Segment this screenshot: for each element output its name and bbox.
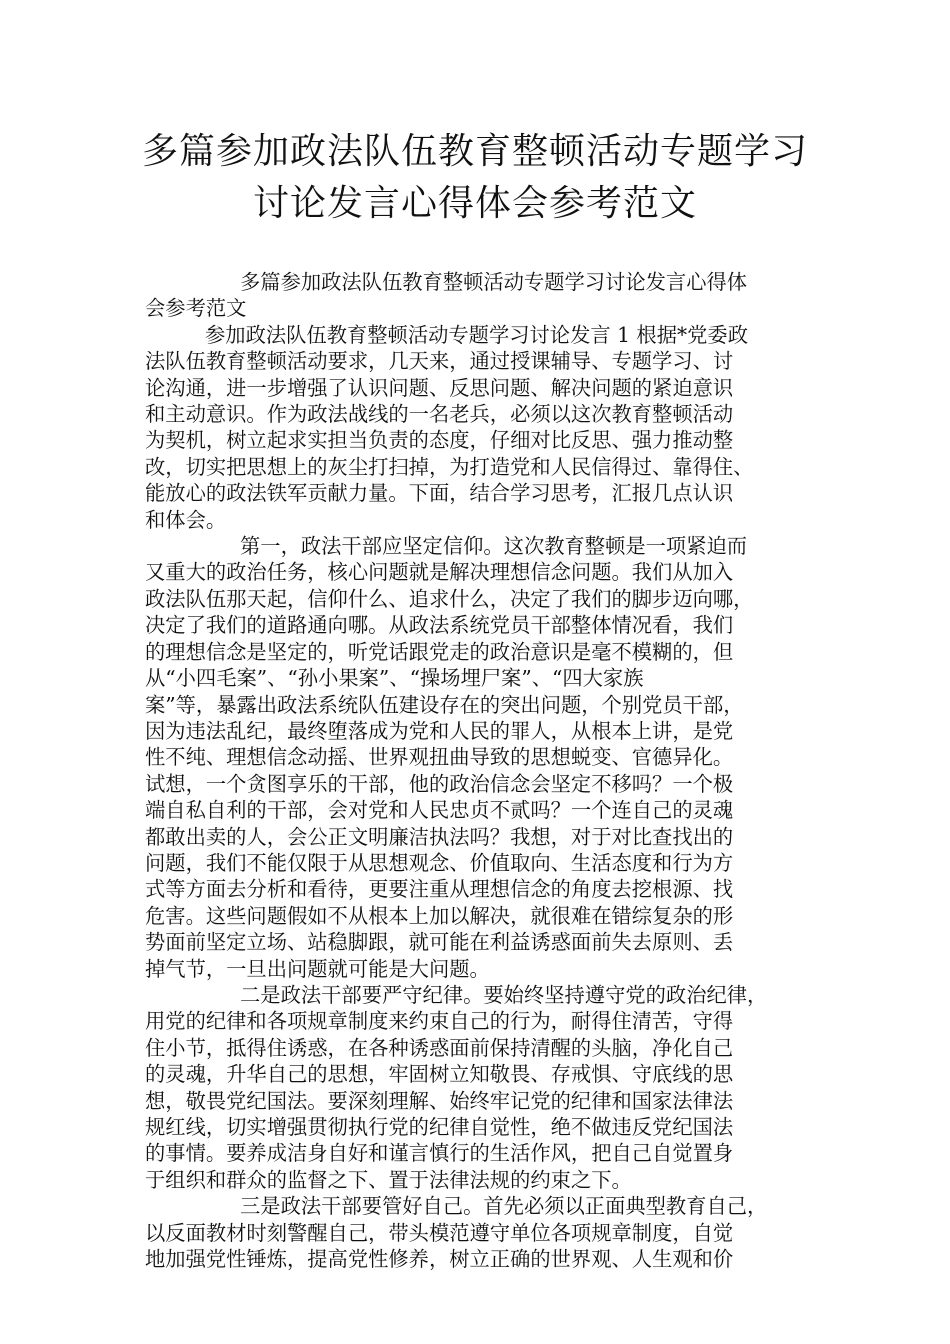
body-text-line: 问题，我们不能仅限于从思想观念、价值取向、生活态度和行为方 <box>145 850 734 875</box>
body-text-line: 用党的纪律和各项规章制度来约束自己的行为，耐得住清苦，守得 <box>145 1009 734 1034</box>
body-text-line: 又重大的政治任务，核心问题就是解决理想信念问题。我们从加入 <box>145 560 734 585</box>
body-text-line: 都敢出卖的人，会公正文明廉洁执法吗？我想，对于对比查找出的 <box>145 824 734 849</box>
body-text-line: 改，切实把思想上的灰尘打扫掉，为打造党和人民信得过、靠得住、 <box>145 454 754 479</box>
body-text-line: 论沟通，进一步增强了认识问题、反思问题、解决问题的紧迫意识 <box>145 375 734 400</box>
body-text-line: 端自私自利的干部，会对党和人民忠贞不贰吗？一个连自己的灵魂 <box>145 798 734 823</box>
body-text-line: 因为违法乱纪，最终堕落成为党和人民的罪人，从根本上讲，是党 <box>145 718 734 743</box>
body-text-line: 性不纯、理想信念动摇、世界观扭曲导致的思想蜕变、官德异化。 <box>145 745 734 770</box>
document-title <box>120 126 830 230</box>
body-text-line: 住小节，抵得住诱惑，在各种诱惑面前保持清醒的头脑，净化自己 <box>145 1035 734 1060</box>
body-text-line: 危害。这些问题假如不从根本上加以解决，就很难在错综复杂的形 <box>145 903 734 928</box>
body-text-line: 式等方面去分析和看待，更要注重从理想信念的角度去挖根源、找 <box>145 877 734 902</box>
body-text-line: 二是政法干部要严守纪律。要始终坚持遵守党的政治纪律， <box>240 982 768 1007</box>
body-text-line: 多篇参加政法队伍教育整顿活动专题学习讨论发言心得体 <box>240 270 748 294</box>
body-text-line: 法队伍教育整顿活动要求，几天来，通过授课辅导、专题学习、讨 <box>145 349 734 374</box>
body-text-line: 和主动意识。作为政法战线的一名老兵，必须以这次教育整顿活动 <box>145 402 734 427</box>
title-line-1: 多篇参加政法队伍教育整顿活动专题学习 <box>141 131 808 172</box>
body-text-line: 地加强党性锤炼，提高党性修养，树立正确的世界观、人生观和价 <box>145 1247 734 1272</box>
body-text-line: 案”等，暴露出政法系统队伍建设存在的突出问题，个别党员干部， <box>145 692 744 717</box>
title-line-2: 讨论发言心得体会参考范文 <box>252 183 697 224</box>
body-text-line: 从“小四毛案”、“孙小果案”、“操场埋尸案”、“四大家族 <box>145 666 644 691</box>
body-text-line: 的灵魂，升华自己的思想，牢固树立知敬畏、存戒惧、守底线的思 <box>145 1062 734 1087</box>
body-text-line: 参加政法队伍教育整顿活动专题学习讨论发言 1 根据*党委政 <box>205 322 748 347</box>
body-text-line: 想，敬畏党纪国法。要深刻理解、始终牢记党的纪律和国家法律法 <box>145 1088 734 1113</box>
body-text-line: 三是政法干部要管好自己。首先必须以正面典型教育自己， <box>240 1194 768 1219</box>
body-text-line: 势面前坚定立场、站稳脚跟，就可能在利益诱惑面前失去原则、丢 <box>145 930 734 955</box>
body-text-line: 决定了我们的道路通向哪。从政法系统党员干部整体情况看，我们 <box>145 613 734 638</box>
body-text-line: 和体会。 <box>145 507 227 532</box>
body-text-line: 政法队伍那天起，信仰什么、追求什么，决定了我们的脚步迈向哪， <box>145 586 754 611</box>
body-text-line: 于组织和群众的监督之下、置于法律法规的约束之下。 <box>145 1167 632 1192</box>
body-text-line: 能放心的政法铁军贡献力量。下面，结合学习思考，汇报几点认识 <box>145 481 734 506</box>
body-text-line: 掉气节，一旦出问题就可能是大问题。 <box>145 956 490 981</box>
body-text-line: 的理想信念是坚定的，听党话跟党走的政治意识是毫不模糊的，但 <box>145 639 734 664</box>
body-text-line: 的事情。要养成洁身自好和谨言慎行的生活作风，把自己自觉置身 <box>145 1141 734 1166</box>
body-text-line: 第一，政法干部应坚定信仰。这次教育整顿是一项紧迫而 <box>240 534 748 559</box>
body-text-line: 会参考范文 <box>145 296 247 321</box>
body-text-line: 试想，一个贪图享乐的干部，他的政治信念会坚定不移吗？一个极 <box>145 771 734 796</box>
body-text-line: 为契机，树立起求实担当负责的态度，仔细对比反思、强力推动整 <box>145 428 734 453</box>
document-body <box>145 269 825 1272</box>
body-text-line: 以反面教材时刻警醒自己，带头模范遵守单位各项规章制度，自觉 <box>145 1220 734 1245</box>
body-text-line: 规红线，切实增强贯彻执行党的纪律自觉性，绝不做违反党纪国法 <box>145 1115 734 1139</box>
